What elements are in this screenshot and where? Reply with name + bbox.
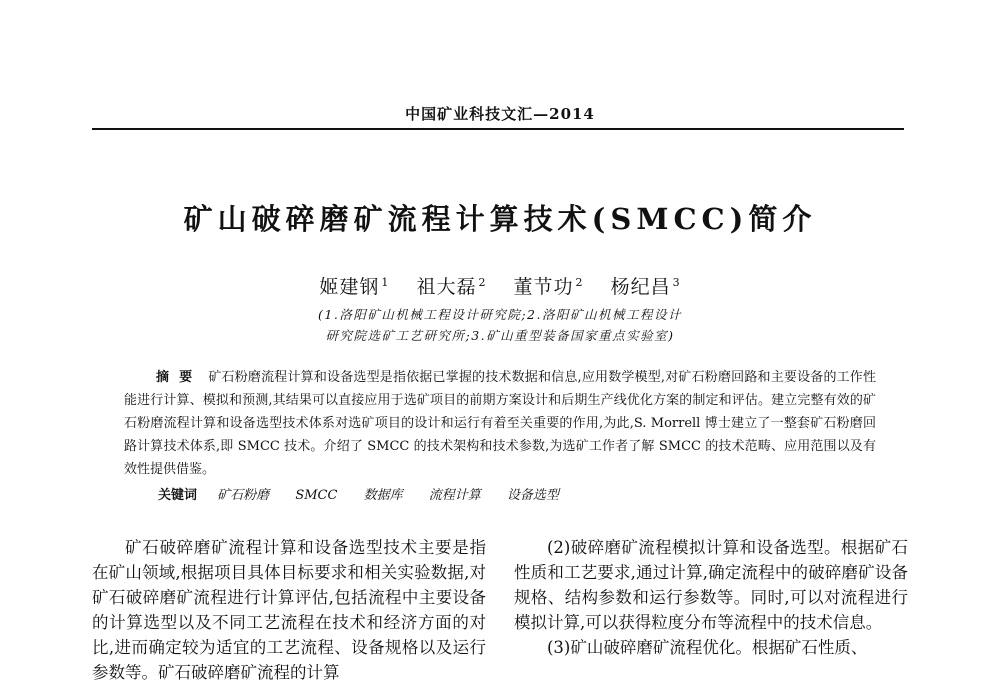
- keyword: 流程计算: [428, 488, 481, 503]
- body-paragraph: (2)破碎磨矿流程模拟计算和设备选型。根据矿石性质和工艺要求,通过计算,确定流程中的破碎磨矿设备规格、结构参数和运行参数等。同时,可以对流程进行模拟计算,可以获得粒度分布等流程中的技术信息。: [514, 538, 908, 632]
- author-list: [0, 272, 1000, 299]
- author: 姬建钢 $^1$: [319, 275, 390, 298]
- body-paragraph: 矿石破碎磨矿流程计算和设备选型技术主要是指在矿山领域,根据项目具体目标要求和相关实验数据,对矿石破碎磨矿流程进行计算评估,包括流程中主要设备的计算选型以及不同工艺流程在技术和经济方面的对比,进而确定较为适宜的工艺流程、设备规格以及运行参数等。矿石破碎磨矿流程的计算: [92, 538, 486, 682]
- article-title: 矿山破碎磨矿流程计算技术(SMCC)简介: [183, 202, 817, 236]
- author: 祖大磊 $^2$: [416, 275, 487, 298]
- keyword: 设备选型: [506, 488, 559, 503]
- abstract-label: 摘要: [156, 370, 203, 385]
- affiliation-line: 研究院选矿工艺研究所;3.矿山重型装备国家重点实验室): [325, 328, 675, 343]
- abstract: [124, 366, 876, 481]
- keyword: 矿石粉磨: [217, 488, 270, 503]
- body-column-right: [514, 535, 908, 660]
- keyword: SMCC: [295, 488, 338, 503]
- author: 董节功 $^2$: [513, 275, 584, 298]
- keywords-label: 关键词: [158, 488, 198, 503]
- body-paragraph: (3)矿山破碎磨矿流程优化。根据矿石性质、: [547, 638, 868, 657]
- body-column-left: [92, 535, 486, 685]
- header-rule: [92, 128, 904, 130]
- author: 杨纪昌 $^3$: [610, 275, 681, 298]
- affiliation-line: (1.洛阳矿山机械工程设计研究院;2.洛阳矿山机械工程设计: [318, 307, 682, 322]
- abstract-text: 矿石粉磨流程计算和设备选型是指依据已掌握的技术数据和信息,应用数学模型,对矿石粉磨回路和主要设备的工作性能进行计算、模拟和预测,其结果可以直接应用于选矿项目的前期方案设计和后期生产线优化方案的制定和评估。建立完整有效的矿石粉磨流程计算和设备选型技术体系对选矿项目的设计和运行有着至关重要的作用,为此,S. Morrell 博士建立了一整套矿石粉磨回路计算技术体系,即 SMCC 技术。介绍了 SMCC 的技术架构和技术参数,为选矿工作者了解 SMCC 的技术范畴、应用范围以及有效性提供借鉴。: [124, 370, 876, 477]
- keywords: [158, 484, 581, 503]
- journal-header: 中国矿业科技文汇—2014: [405, 105, 595, 123]
- keyword: 数据库: [363, 488, 403, 503]
